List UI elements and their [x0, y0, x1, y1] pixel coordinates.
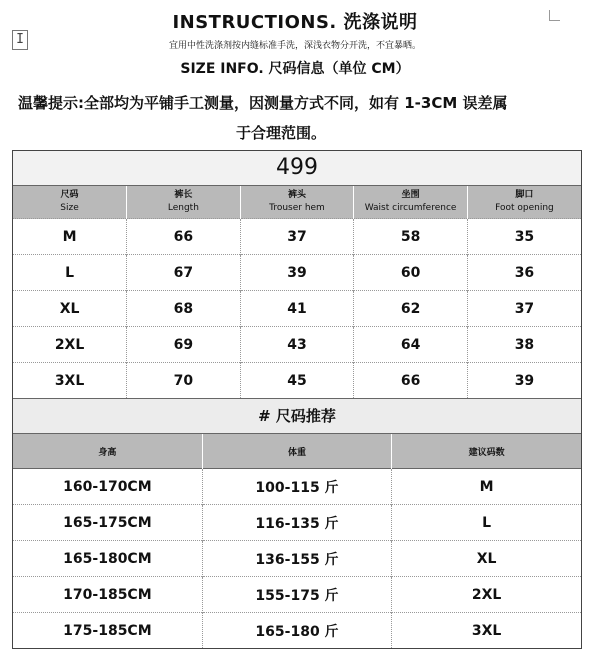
table-row: [13, 613, 581, 649]
table-cell: 36: [467, 255, 581, 291]
column-header-en: Foot opening: [495, 203, 554, 213]
table-cell: XL: [13, 291, 127, 327]
column-header-cn: 裤长: [174, 190, 193, 200]
table-cell: 100-115 斤: [202, 469, 391, 505]
column-header-en: Size: [60, 203, 79, 213]
table-cell: 2XL: [392, 577, 581, 613]
size-table-caption: 499: [13, 151, 581, 186]
table-cell: M: [392, 469, 581, 505]
table-row: [13, 541, 581, 577]
recommend-table-header-row: [13, 434, 581, 469]
table-row: [13, 363, 581, 399]
tip-line-2: 于合理范围。: [236, 124, 327, 142]
table-cell: 43: [240, 327, 354, 363]
table-cell: 136-155 斤: [202, 541, 391, 577]
table-cell: 64: [354, 327, 468, 363]
table-row: [13, 291, 581, 327]
column-header-suggested-size: 建议码数: [392, 434, 581, 469]
table-cell: 39: [467, 363, 581, 399]
table-cell: 60: [354, 255, 468, 291]
table-cell: 39: [240, 255, 354, 291]
table-cell: 58: [354, 219, 468, 255]
table-cell: 70: [127, 363, 241, 399]
recommend-table-caption: # 尺码推荐: [13, 398, 581, 434]
table-cell: 3XL: [392, 613, 581, 649]
table-row: [13, 469, 581, 505]
table-cell: 170-185CM: [13, 577, 202, 613]
column-header-foot-opening: [467, 186, 581, 219]
table-cell: 66: [354, 363, 468, 399]
table-cell: 116-135 斤: [202, 505, 391, 541]
table-cell: 45: [240, 363, 354, 399]
table-cell: 3XL: [13, 363, 127, 399]
table-cell: 165-175CM: [13, 505, 202, 541]
column-header-cn: 裤头: [287, 190, 306, 200]
column-header-en: Trouser hem: [269, 203, 325, 213]
recommend-table: [13, 434, 581, 648]
text-cursor-icon: I: [12, 30, 28, 50]
column-header-cn: 坐围: [401, 190, 420, 200]
table-cell: 38: [467, 327, 581, 363]
table-cell: 35: [467, 219, 581, 255]
table-cell: 68: [127, 291, 241, 327]
column-header-weight: 体重: [202, 434, 391, 469]
column-header-trouser-hem: [240, 186, 354, 219]
table-cell: 66: [127, 219, 241, 255]
instructions-title: INSTRUCTIONS. 洗涤说明: [172, 12, 418, 33]
table-cell: 165-180 斤: [202, 613, 391, 649]
table-cell: XL: [392, 541, 581, 577]
column-header-waist: [354, 186, 468, 219]
table-row: [13, 219, 581, 255]
table-cell: 67: [127, 255, 241, 291]
table-cell: 160-170CM: [13, 469, 202, 505]
column-header-size: [13, 186, 127, 219]
table-cell: 37: [240, 219, 354, 255]
table-row: [13, 505, 581, 541]
column-header-en: Length: [167, 203, 199, 213]
size-table-header-row: [13, 186, 581, 219]
table-cell: M: [13, 219, 127, 255]
measurement-tip: [18, 88, 578, 148]
table-cell: 41: [240, 291, 354, 327]
table-row: [13, 577, 581, 613]
column-header-en: Waist circumference: [364, 203, 457, 213]
size-table: [13, 186, 581, 398]
size-chart-container: [12, 150, 582, 649]
care-instructions: 宜用中性洗涤剂按内缝标准手洗，深浅衣物分开洗，不宜暴晒。: [168, 41, 421, 51]
tip-line-1: 温馨提示:全部均为平铺手工测量，因测量方式不同，如有 1-3CM 误差属: [18, 94, 508, 112]
table-cell: 62: [354, 291, 468, 327]
column-header-height: 身高: [13, 434, 202, 469]
table-cell: 175-185CM: [13, 613, 202, 649]
column-header-length: [127, 186, 241, 219]
table-row: [13, 327, 581, 363]
table-cell: 37: [467, 291, 581, 327]
size-info-heading: SIZE INFO. 尺码信息（单位 CM）: [180, 61, 410, 77]
table-row: [13, 255, 581, 291]
table-cell: 69: [127, 327, 241, 363]
table-cell: L: [392, 505, 581, 541]
column-header-cn: 尺码: [60, 190, 79, 200]
table-cell: 165-180CM: [13, 541, 202, 577]
table-cell: 2XL: [13, 327, 127, 363]
table-cell: L: [13, 255, 127, 291]
table-cell: 155-175 斤: [202, 577, 391, 613]
column-header-cn: 脚口: [515, 190, 534, 200]
